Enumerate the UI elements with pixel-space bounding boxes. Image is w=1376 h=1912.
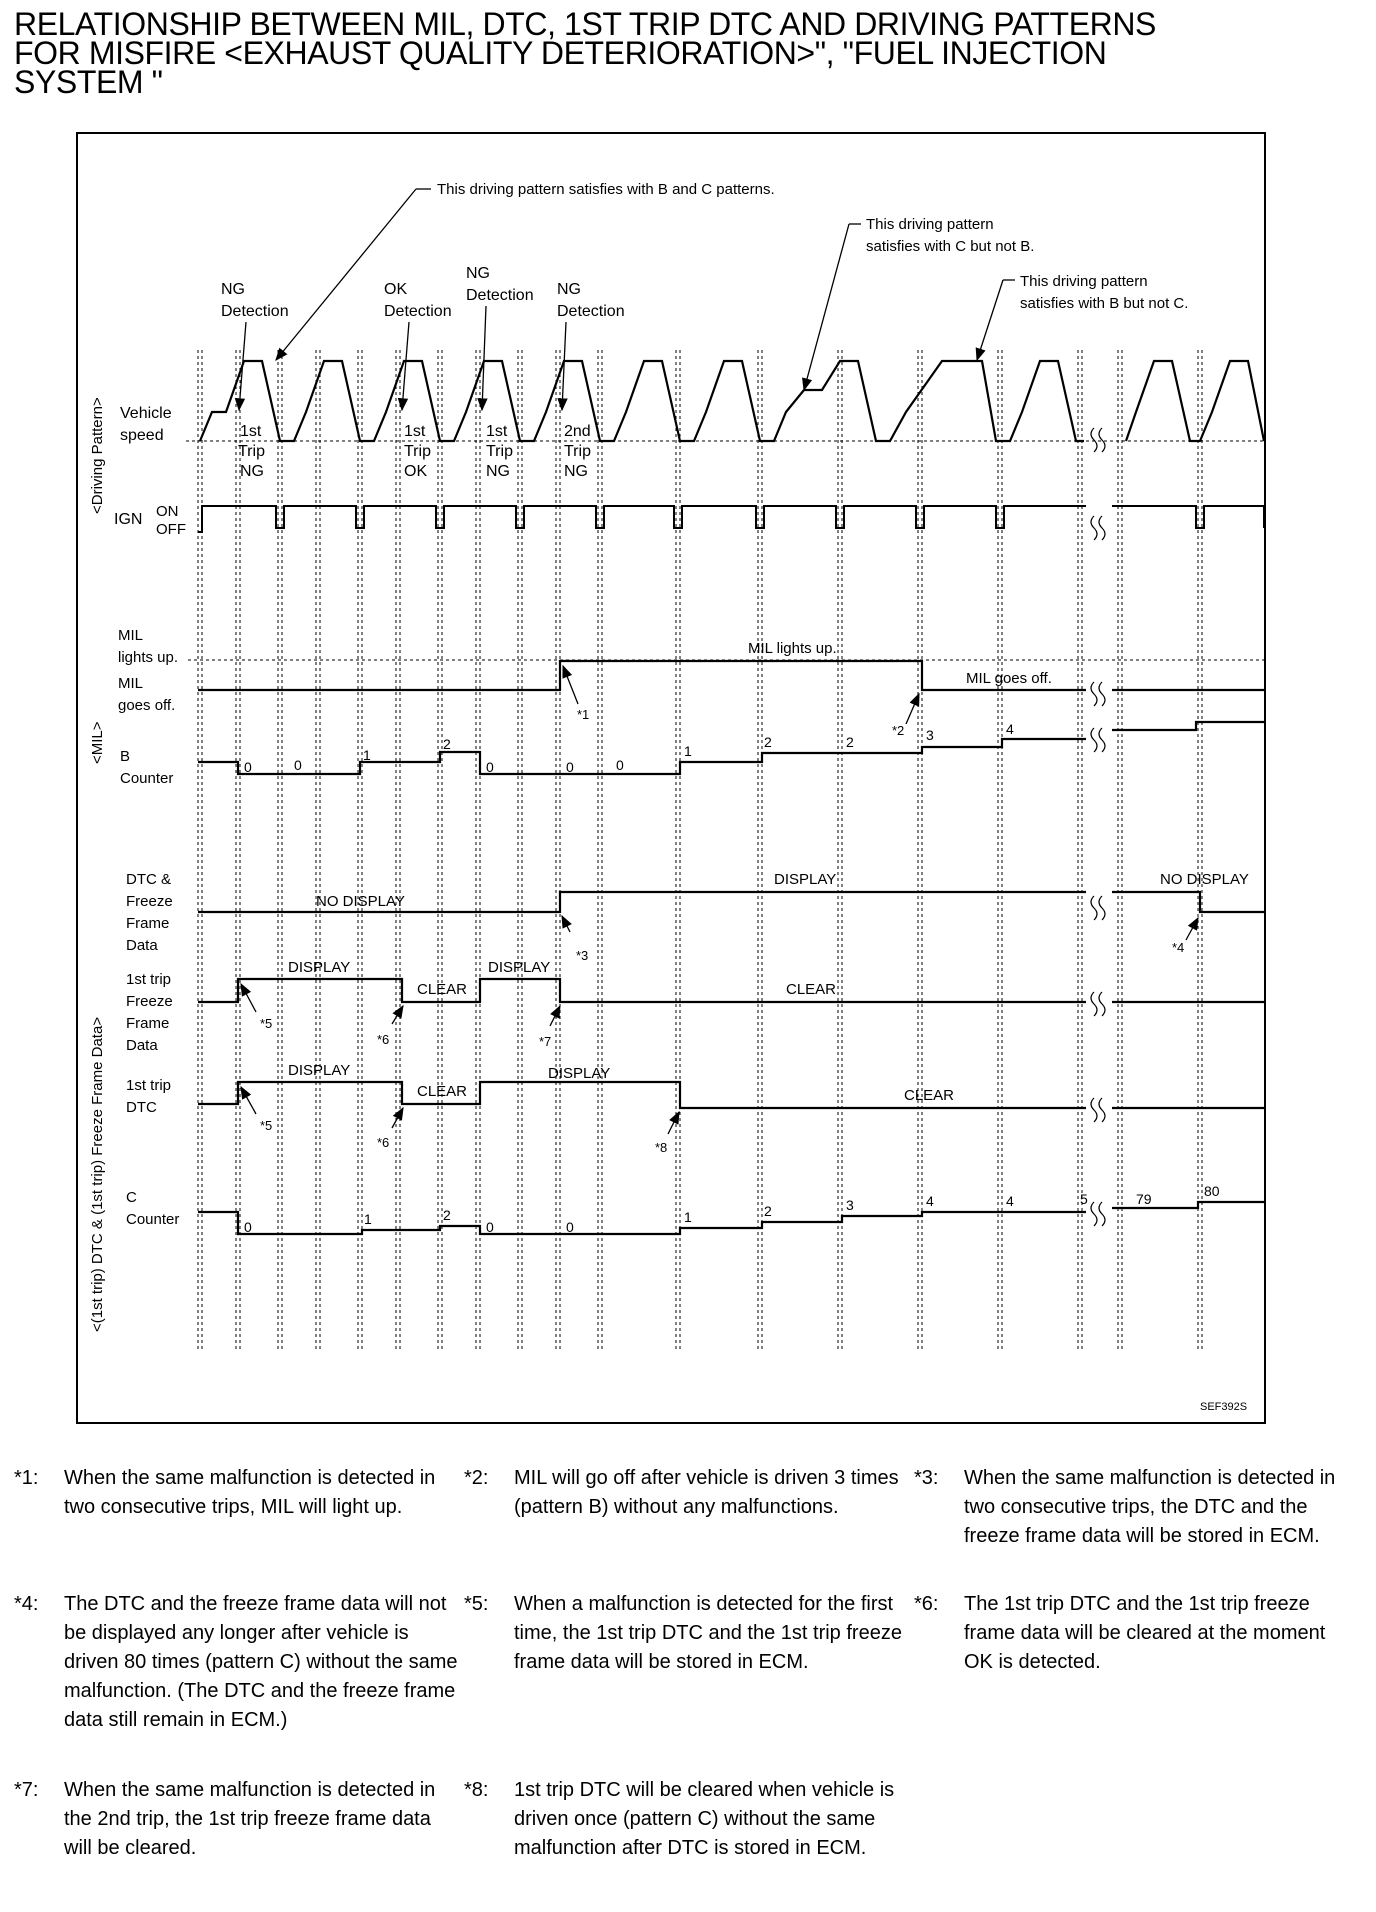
b-counter-l2: Counter	[120, 770, 174, 787]
note-2-text: MIL will go off after vehicle is driven 3 times (pattern B) without any malfunctions.	[514, 1467, 899, 1518]
note-4-mark: *4:	[14, 1593, 39, 1615]
note-7-mark: *7:	[14, 1779, 39, 1801]
vehicle-label-2: speed	[120, 427, 164, 444]
ff1-display-2: DISPLAY	[488, 959, 551, 976]
marker-6b: *6	[377, 1135, 390, 1150]
c-value-8: 3	[846, 1197, 854, 1213]
section-mil: <MIL>	[89, 721, 106, 764]
dtc1-display-1: DISPLAY	[288, 1062, 351, 1079]
marker-5a: *5	[260, 1016, 273, 1031]
trip-3-l1: 1st	[486, 423, 508, 440]
ff1-l4: Data	[126, 1037, 158, 1054]
b-value-12: 4	[1006, 721, 1014, 737]
c-value-13: 80	[1204, 1183, 1220, 1199]
marker-7: *7	[539, 1034, 552, 1049]
marker-3: *3	[576, 948, 589, 963]
timing-diagram	[76, 132, 1266, 1424]
dtc1-display-2: DISPLAY	[548, 1065, 611, 1082]
c-value-9: 4	[926, 1193, 934, 1209]
ff1-clear-1: CLEAR	[417, 981, 468, 998]
trip-4-l2: Trip	[564, 443, 591, 460]
trip-4-l3: NG	[564, 463, 588, 480]
dtc-ff-l4: Data	[126, 937, 158, 954]
c-counter-l2: Counter	[126, 1211, 180, 1228]
note-1-mark: *1:	[14, 1467, 39, 1489]
callout-c-line-1: This driving pattern	[866, 216, 994, 233]
dtc1-l2: DTC	[126, 1099, 157, 1116]
ff1-l2: Freeze	[126, 993, 173, 1010]
b-value-7: 0	[616, 757, 624, 773]
figure-code: SEF392S	[1200, 1401, 1248, 1413]
diagram-border	[77, 133, 1265, 1423]
dtc1-clear-2: CLEAR	[904, 1087, 955, 1104]
dtc-ff-no-display: NO DISPLAY	[316, 893, 405, 910]
title-line-3: SYSTEM "	[14, 64, 163, 100]
ign-off-label: OFF	[156, 521, 186, 538]
mil-lights-up-label: MIL lights up.	[748, 640, 837, 657]
callout-c-line-2: satisfies with C but not B.	[866, 238, 1035, 255]
ign-label: IGN	[114, 511, 143, 528]
detection-2-bottom: Detection	[384, 303, 452, 320]
c-value-6: 1	[684, 1209, 692, 1225]
c-value-11: 5	[1080, 1191, 1088, 1207]
detection-1-bottom: Detection	[221, 303, 289, 320]
b-value-2: 0	[294, 757, 302, 773]
ign-on-label: ON	[156, 503, 179, 520]
title-line-2: FOR MISFIRE <EXHAUST QUALITY DETERIORATION>", "FUEL INJECTION	[14, 35, 1107, 71]
b-counter-l1: B	[120, 748, 131, 765]
note-8-mark: *8:	[464, 1779, 489, 1801]
b-value-10: 2	[846, 734, 854, 750]
detection-4-top: NG	[557, 281, 581, 298]
note-6-text: The 1st trip DTC and the 1st trip freeze frame data will be cleared at the moment OK is detected.	[964, 1593, 1326, 1673]
trip-1-l2: Trip	[238, 443, 265, 460]
note-6-mark: *6:	[914, 1593, 939, 1615]
trip-1-l1: 1st	[240, 423, 262, 440]
marker-5b: *5	[260, 1118, 273, 1133]
note-5-mark: *5:	[464, 1593, 489, 1615]
note-3-mark: *3:	[914, 1467, 939, 1489]
dtc1-l1: 1st trip	[126, 1077, 172, 1094]
dtc-ff-l1: DTC &	[126, 871, 171, 888]
marker-6a: *6	[377, 1032, 390, 1047]
detection-1-top: NG	[221, 281, 245, 298]
b-value-1: 0	[244, 759, 252, 775]
b-value-4: 2	[443, 736, 451, 752]
detection-3-bottom: Detection	[466, 287, 534, 304]
marker-1: *1	[577, 707, 590, 722]
ff1-clear-2: CLEAR	[786, 981, 837, 998]
dtc-ff-l3: Frame	[126, 915, 170, 932]
b-value-6: 0	[566, 759, 574, 775]
vehicle-label-1: Vehicle	[120, 405, 172, 422]
dtc-ff-l2: Freeze	[126, 893, 173, 910]
trip-1-l3: NG	[240, 463, 264, 480]
callout-bc: This driving pattern satisfies with B and C patterns.	[437, 181, 775, 198]
time-guides	[198, 350, 1202, 1352]
title-line-1: RELATIONSHIP BETWEEN MIL, DTC, 1ST TRIP DTC AND DRIVING PATTERNS	[14, 6, 1156, 42]
detection-2-top: OK	[384, 281, 408, 298]
callout-b-line-2: satisfies with B but not C.	[1020, 295, 1189, 312]
page-title	[14, 6, 1364, 100]
marker-2: *2	[892, 723, 905, 738]
c-value-2: 1	[364, 1211, 372, 1227]
note-7-text: When the same malfunction is detected in the 2nd trip, the 1st trip freeze frame data will be cleared.	[64, 1779, 436, 1859]
note-5-text: When a malfunction is detected for the first time, the 1st trip DTC and the 1st trip freeze frame data will be stored in ECM.	[514, 1593, 902, 1673]
dtc1-clear-1: CLEAR	[417, 1083, 468, 1100]
c-value-7: 2	[764, 1203, 772, 1219]
note-2-mark: *2:	[464, 1467, 489, 1489]
detection-3-top: NG	[466, 265, 490, 282]
mil-off-l2: goes off.	[118, 697, 176, 714]
trip-2-l3: OK	[404, 463, 428, 480]
timing-diagram-svg	[76, 132, 1266, 1424]
b-value-5: 0	[486, 759, 494, 775]
ff1-display-1: DISPLAY	[288, 959, 351, 976]
c-value-3: 2	[443, 1207, 451, 1223]
c-value-10: 4	[1006, 1193, 1014, 1209]
trip-2-l2: Trip	[404, 443, 431, 460]
time-break-icon	[1091, 428, 1105, 452]
marker-8: *8	[655, 1140, 668, 1155]
trip-3-l2: Trip	[486, 443, 513, 460]
note-4-text: The DTC and the freeze frame data will not be displayed any longer after vehicle is driven 80 times (pattern C) without the same malfunction. (The DTC and the freeze frame data still remain in ECM.)	[64, 1593, 458, 1731]
section-driving-pattern: <Driving Pattern>	[89, 397, 106, 514]
detection-4-bottom: Detection	[557, 303, 625, 320]
c-value-5: 0	[566, 1219, 574, 1235]
mil-on-l2: lights up.	[118, 649, 179, 666]
c-value-4: 0	[486, 1219, 494, 1235]
b-value-3: 1	[363, 747, 371, 763]
b-value-11: 3	[926, 727, 934, 743]
note-3-text: When the same malfunction is detected in two consecutive trips, the DTC and the freeze frame data will be stored in ECM.	[964, 1467, 1336, 1547]
b-value-8: 1	[684, 743, 692, 759]
ff1-l1: 1st trip	[126, 971, 172, 988]
mil-goes-off-label: MIL goes off.	[966, 670, 1052, 687]
vehicle-speed-trace	[200, 361, 1264, 441]
dtc-ff-display: DISPLAY	[774, 871, 837, 888]
trip-2-l1: 1st	[404, 423, 426, 440]
c-value-12: 79	[1136, 1191, 1152, 1207]
marker-4: *4	[1172, 940, 1185, 955]
trip-3-l3: NG	[486, 463, 510, 480]
dtc-ff-no-display-2: NO DISPLAY	[1160, 871, 1249, 888]
note-8-text: 1st trip DTC will be cleared when vehicle is driven once (pattern C) without the same malfunction after DTC is stored in ECM.	[514, 1779, 895, 1859]
trip-4-l1: 2nd	[564, 423, 591, 440]
section-dtc: <(1st trip) DTC & (1st trip) Freeze Frame Data>	[89, 1016, 106, 1332]
b-value-9: 2	[764, 734, 772, 750]
mil-off-l1: MIL	[118, 675, 144, 692]
note-1-text: When the same malfunction is detected in two consecutive trips, MIL will light up.	[64, 1467, 436, 1518]
ff1-l3: Frame	[126, 1015, 170, 1032]
c-counter-l1: C	[126, 1189, 137, 1206]
c-value-1: 0	[244, 1219, 252, 1235]
mil-on-l1: MIL	[118, 627, 144, 644]
callout-b-line-1: This driving pattern	[1020, 273, 1148, 290]
